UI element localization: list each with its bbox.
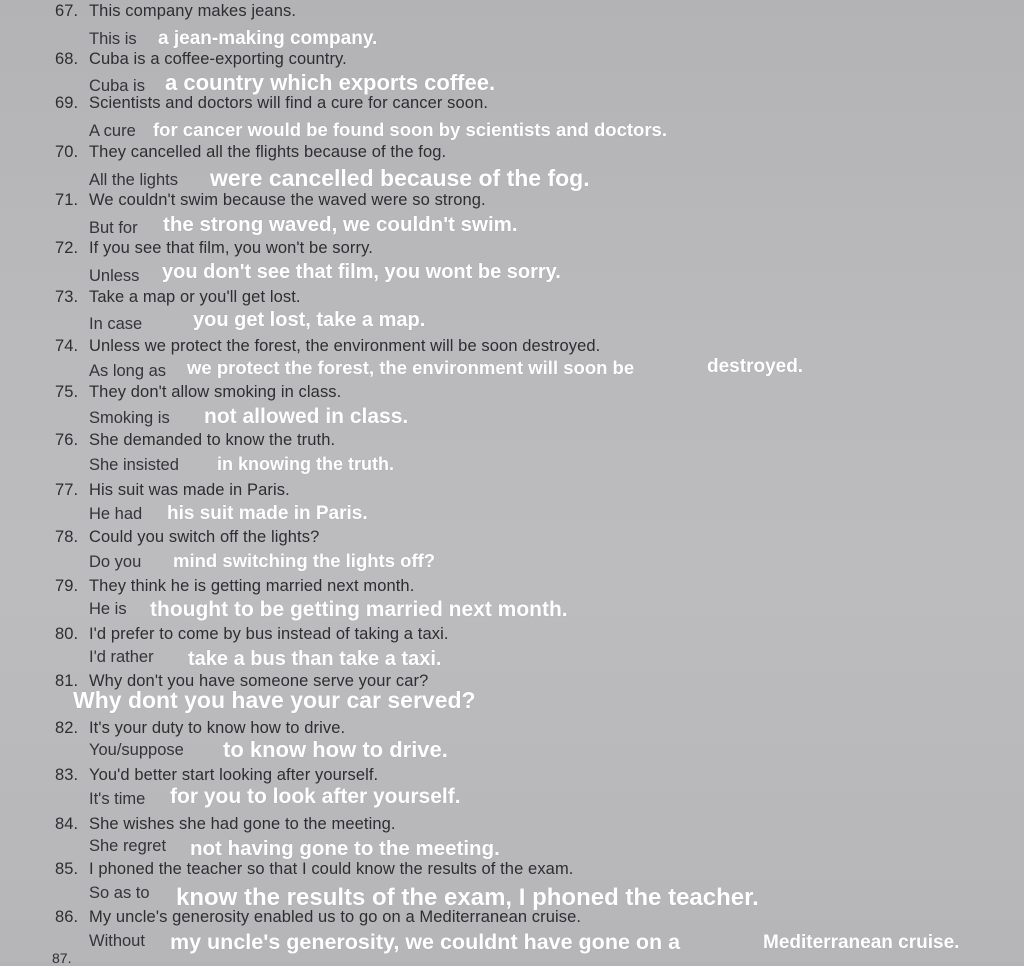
prompt-text: She insisted [89,456,179,474]
prompt-text: He is [89,600,127,618]
item-number: 72. [55,239,79,257]
item-number: 74. [55,337,79,355]
question [55,481,290,500]
prompt-text: So as to [89,884,150,902]
item-number: 78. [55,528,79,546]
item-number: 79. [55,577,79,595]
handwritten-answer: his suit made in Paris. [167,503,368,524]
question-text: This company makes jeans. [89,2,297,20]
question-text: It's your duty to know how to drive. [89,719,346,737]
item-number: 82. [55,719,79,737]
question [55,719,345,738]
handwritten-answer: to know how to drive. [223,737,448,762]
item-number: 73. [55,288,79,306]
question-text: They don't allow smoking in class. [89,383,342,401]
handwritten-answer: not having gone to the meeting. [190,837,500,860]
handwritten-answer: my uncle's generosity, we couldnt have gone on a [170,930,681,954]
handwritten-answer: a country which exports coffee. [165,70,496,95]
handwritten-answer: know the results of the exam, I phoned the teacher. [176,884,759,911]
item-number: 67. [55,2,79,20]
question-text: Cuba is a coffee-exporting country. [89,50,347,68]
item-number: 70. [55,143,79,161]
question-text: Scientists and doctors will find a cure for cancer soon. [89,94,489,112]
prompt-text: He had [89,505,143,523]
question [55,239,373,258]
question-text: Take a map or you'll get lost. [89,288,301,306]
question [55,908,581,927]
item-number: 83. [55,766,79,784]
handwritten-answer: were cancelled because of the fog. [210,165,590,191]
question-text: She wishes she had gone to the meeting. [89,815,396,833]
prompt-text: In case [89,315,143,333]
question-text: You'd better start looking after yourself. [89,766,379,784]
question [55,143,446,162]
question-text: They cancelled all the flights because of the fog. [89,143,447,161]
question-text: My uncle's generosity enabled us to go on a Mediterranean cruise. [89,908,582,926]
handwritten-answer: in knowing the truth. [217,454,394,474]
question-text: If you see that film, you won't be sorry. [89,239,373,257]
prompt-text: Unless [89,267,140,285]
question-text: I'd prefer to come by bus instead of taking a taxi. [89,625,449,643]
item-number: 77. [55,481,79,499]
question [55,766,378,785]
prompt-text: Do you [89,553,142,571]
prompt-text: All the lights [89,171,178,189]
item-number: 75. [55,383,79,401]
question [55,383,341,402]
question-text: They think he is getting married next month. [89,577,415,595]
handwritten-answer: for cancer would be found soon by scientists and doctors. [153,119,667,140]
next-item-number-partial: 87. [52,950,72,966]
prompt-text: As long as [89,362,167,380]
question-text: I phoned the teacher so that I could know the results of the exam. [89,860,574,878]
question [55,337,600,356]
question [55,191,486,210]
prompt-text: She regret [89,837,167,855]
question [55,815,396,834]
question [55,860,573,879]
prompt-text: A cure [89,122,136,140]
item-number: 76. [55,431,79,449]
question-text: Why don't you have someone serve your car? [89,672,429,690]
question [55,94,488,113]
item-number: 69. [55,94,79,112]
prompt-text: I'd rather [89,648,154,666]
question [55,577,414,596]
handwritten-answer-continued: Mediterranean cruise. [763,932,960,953]
prompt-text: But for [89,219,138,237]
question [55,528,319,547]
handwritten-answer: Why dont you have your car served? [73,687,476,713]
question [55,288,301,307]
prompt-text: This is [89,30,137,48]
question [55,2,296,21]
handwritten-answer: thought to be getting married next month. [150,598,568,621]
handwritten-answer: a jean-making company. [158,28,378,49]
handwritten-answer-continued: destroyed. [707,356,804,377]
prompt-text: Cuba is [89,77,145,95]
prompt-text: Smoking is [89,409,170,427]
handwritten-answer: you get lost, take a map. [193,309,426,331]
prompt-text: Without [89,932,145,950]
question-text: We couldn't swim because the waved were so strong. [89,191,486,209]
handwritten-answer: we protect the forest, the environment will soon be [187,357,635,378]
prompt-text: It's time [89,790,146,808]
item-number: 84. [55,815,79,833]
handwritten-answer: not allowed in class. [204,405,409,428]
item-number: 71. [55,191,79,209]
item-number: 86. [55,908,79,926]
prompt-text: You/suppose [89,741,184,759]
question-text: She demanded to know the truth. [89,431,336,449]
handwritten-answer: take a bus than take a taxi. [188,648,442,670]
item-number: 80. [55,625,79,643]
question-text: His suit was made in Paris. [89,481,290,499]
question [55,431,335,450]
handwritten-answer: mind switching the lights off? [173,550,436,571]
question [55,625,449,644]
item-number: 68. [55,50,79,68]
item-number: 85. [55,860,79,878]
handwritten-answer: you don't see that film, you wont be sorry. [162,261,561,283]
question-text: Unless we protect the forest, the environment will be soon destroyed. [89,337,601,355]
item-number: 81. [55,672,79,690]
handwritten-answer: the strong waved, we couldn't swim. [163,213,518,236]
question [55,50,347,69]
handwritten-answer: for you to look after yourself. [170,785,461,808]
question-text: Could you switch off the lights? [89,528,320,546]
